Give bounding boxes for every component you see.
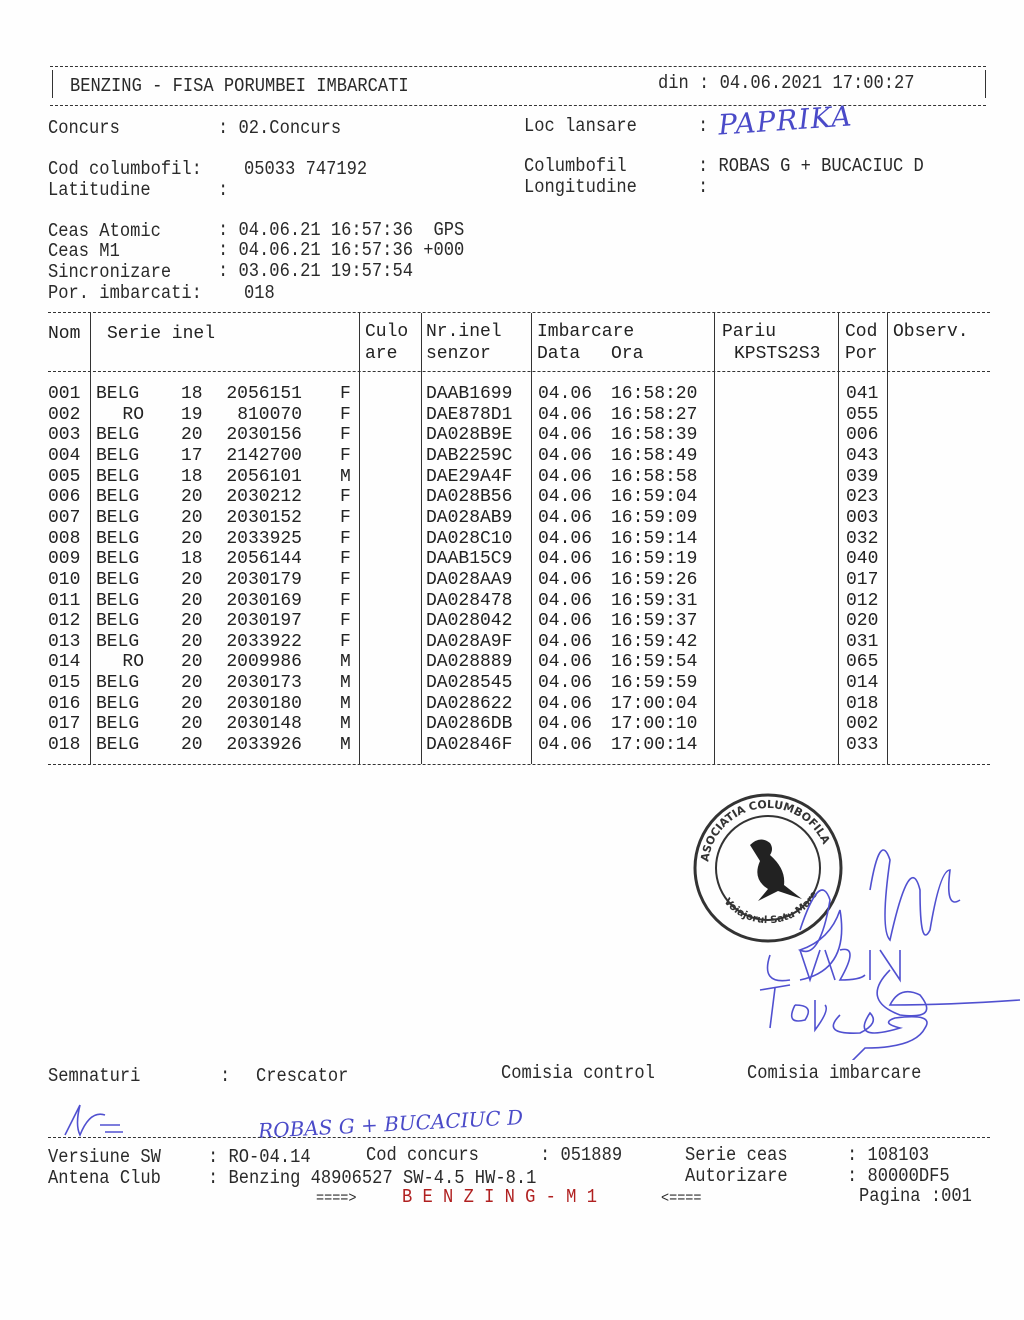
row-number: 014 <box>48 652 81 673</box>
sex: F <box>340 590 351 611</box>
ring-number: 2056101 <box>226 466 302 487</box>
concurs-label: Concurs <box>48 117 120 139</box>
country-code: BELG <box>96 611 140 632</box>
country-code: BELG <box>96 673 140 694</box>
sensor-ring: DAB2259C <box>426 445 513 466</box>
boarding-time: 17:00:04 <box>611 693 698 714</box>
versiune-sw-value: : RO-04.14 <box>208 1146 311 1168</box>
boarding-time: 17:00:14 <box>611 735 698 756</box>
pigeon-code: 018 <box>846 693 879 714</box>
brand-banner: B E N Z I N G - M 1 <box>402 1186 597 1208</box>
country-code: BELG <box>96 569 140 590</box>
sensor-ring: DAE29A4F <box>426 466 513 487</box>
sex: F <box>340 487 351 508</box>
boarding-date: 04.06 <box>538 590 593 611</box>
country-code: BELG <box>96 549 140 570</box>
sensor-ring: DA028B56 <box>426 487 513 508</box>
versiune-sw-label: Versiune SW <box>48 1146 161 1168</box>
boarding-time: 16:58:27 <box>611 404 698 425</box>
document-date: din : 04.06.2021 17:00:27 <box>658 72 915 94</box>
country-code: BELG <box>96 693 140 714</box>
table-bottom-border <box>48 764 990 765</box>
pigeon-code: 033 <box>846 735 879 756</box>
sensor-ring: DA028889 <box>426 652 513 673</box>
pigeon-code: 012 <box>846 590 879 611</box>
ring-year: 20 <box>181 693 203 714</box>
ceas-m1-value: : 04.06.21 16:57:36 +000 <box>218 239 465 261</box>
column-divider <box>359 313 360 764</box>
country-code: BELG <box>96 735 140 756</box>
country-code: BELG <box>96 425 140 446</box>
stamp-bottom-text: Voiajorul Satu Mare <box>721 889 821 927</box>
pigeon-code: 017 <box>846 569 879 590</box>
sensor-ring: DA028AB9 <box>426 507 513 528</box>
columbofil-label: Columbofil <box>524 155 627 177</box>
pigeon-code: 065 <box>846 652 879 673</box>
boarding-time: 16:59:42 <box>611 631 698 652</box>
column-divider <box>421 313 422 764</box>
country-code: BELG <box>96 466 140 487</box>
antena-club-label: Antena Club <box>48 1167 161 1189</box>
ring-year: 20 <box>181 569 203 590</box>
ring-year: 20 <box>181 631 203 652</box>
row-number: 015 <box>48 673 81 694</box>
row-number: 005 <box>48 466 81 487</box>
pigeon-code: 031 <box>846 631 879 652</box>
boarding-time: 16:59:26 <box>611 569 698 590</box>
boarding-date: 04.06 <box>538 445 593 466</box>
row-number: 007 <box>48 507 81 528</box>
ring-number: 2009986 <box>226 652 302 673</box>
column-divider <box>714 313 715 764</box>
boarding-date: 04.06 <box>538 528 593 549</box>
boarding-time: 16:59:19 <box>611 549 698 570</box>
ring-year: 17 <box>181 445 203 466</box>
row-number: 017 <box>48 714 81 735</box>
ring-number: 2030180 <box>226 693 302 714</box>
boarding-time: 16:59:14 <box>611 528 698 549</box>
boarding-date: 04.06 <box>538 569 593 590</box>
header-imbarcare: Imbarcare <box>537 322 635 342</box>
pigeon-code: 020 <box>846 611 879 632</box>
header-cod-1: Cod <box>845 322 878 342</box>
table-top-border <box>48 312 990 313</box>
sensor-ring: DA028545 <box>426 673 513 694</box>
stamp-top-text: ASOCIATIA COLUMBOFILA <box>698 797 833 863</box>
sensor-ring: DA0286DB <box>426 714 513 735</box>
cod-concurs-label: Cod concurs <box>366 1144 479 1166</box>
pigeon-code: 039 <box>846 466 879 487</box>
ring-number: 2030148 <box>226 714 302 735</box>
divider <box>985 70 986 98</box>
cod-concurs-value: : 051889 <box>540 1144 623 1166</box>
sex: F <box>340 507 351 528</box>
boarding-time: 16:58:49 <box>611 445 698 466</box>
sex: F <box>340 445 351 466</box>
sex: F <box>340 425 351 446</box>
country-code: BELG <box>96 631 140 652</box>
autorizare-label: Autorizare <box>685 1165 788 1187</box>
ring-number: 2030173 <box>226 673 302 694</box>
ring-year: 18 <box>181 466 203 487</box>
ring-year: 20 <box>181 528 203 549</box>
country-code: BELG <box>96 528 140 549</box>
semnaturi-label: Semnaturi <box>48 1065 141 1087</box>
boarding-date: 04.06 <box>538 631 593 652</box>
sex: F <box>340 404 351 425</box>
boarding-date: 04.06 <box>538 384 593 404</box>
boarding-date: 04.06 <box>538 466 593 487</box>
boarding-date: 04.06 <box>538 735 593 756</box>
sex: M <box>340 693 351 714</box>
sensor-ring: DAAB15C9 <box>426 549 513 570</box>
ring-year: 18 <box>181 384 203 404</box>
autorizare-value: : 80000DF5 <box>847 1165 950 1187</box>
boarding-time: 16:59:09 <box>611 507 698 528</box>
pigeon-code: 023 <box>846 487 879 508</box>
ring-number: 810070 <box>237 404 302 425</box>
row-number: 004 <box>48 445 81 466</box>
column-divider <box>838 313 839 764</box>
sex: M <box>340 735 351 756</box>
crescator-label: Crescator <box>256 1065 349 1087</box>
country-code: BELG <box>96 714 140 735</box>
ring-year: 20 <box>181 735 203 756</box>
sincronizare-value: : 03.06.21 19:57:54 <box>218 260 413 282</box>
ring-number: 2030169 <box>226 590 302 611</box>
columbofil-value: : ROBAS G + BUCACIUC D <box>698 155 924 177</box>
arrow-right: <==== <box>661 1190 702 1207</box>
sensor-ring: DA028C10 <box>426 528 513 549</box>
column-divider <box>887 313 888 764</box>
sincronizare-label: Sincronizare <box>48 261 172 283</box>
longitudine-label: Longitudine <box>524 176 637 198</box>
row-number: 012 <box>48 611 81 632</box>
sex: F <box>340 611 351 632</box>
sensor-ring: DA028622 <box>426 693 513 714</box>
country-code: RO <box>122 404 144 425</box>
pigeon-code: 032 <box>846 528 879 549</box>
sex: M <box>340 673 351 694</box>
header-pariu-2: KPSTS2S3 <box>734 344 821 364</box>
row-number: 002 <box>48 404 81 425</box>
header-culoare-2: are <box>365 344 398 364</box>
latitudine-label: Latitudine <box>48 179 151 201</box>
ring-number: 2030156 <box>226 425 302 446</box>
row-number: 001 <box>48 384 81 404</box>
header-nr-inel-1: Nr.inel <box>426 322 502 342</box>
pigeon-code: 002 <box>846 714 879 735</box>
ring-year: 20 <box>181 487 203 508</box>
antena-club-value: : Benzing 48906527 SW-4.5 HW-8.1 <box>208 1167 537 1189</box>
boarding-date: 04.06 <box>538 507 593 528</box>
sensor-ring: DA02846F <box>426 735 513 756</box>
longitudine-value: : <box>698 176 709 198</box>
sex: M <box>340 652 351 673</box>
ring-number: 2142700 <box>226 445 302 466</box>
sensor-ring: DA028A9F <box>426 631 513 652</box>
pigeon-code: 003 <box>846 507 879 528</box>
row-number: 016 <box>48 693 81 714</box>
ring-year: 20 <box>181 714 203 735</box>
sensor-ring: DAE878D1 <box>426 404 513 425</box>
header-observatii: Observ. <box>893 322 969 342</box>
ring-year: 19 <box>181 404 203 425</box>
sex: F <box>340 631 351 652</box>
arrow-left: ====> <box>316 1190 357 1207</box>
column-divider <box>90 313 91 764</box>
boarding-time: 16:59:54 <box>611 652 698 673</box>
boarding-date: 04.06 <box>538 652 593 673</box>
semnaturi-sep: : <box>220 1065 231 1087</box>
boarding-time: 16:59:04 <box>611 487 698 508</box>
sex: M <box>340 466 351 487</box>
pigeon-code: 043 <box>846 445 879 466</box>
row-number: 018 <box>48 735 81 756</box>
sex: F <box>340 569 351 590</box>
sex: F <box>340 384 351 404</box>
header-pariu-1: Pariu <box>722 322 777 342</box>
country-code: BELG <box>96 445 140 466</box>
header-serie-inel: Serie inel <box>107 324 216 344</box>
boarding-date: 04.06 <box>538 425 593 446</box>
sensor-ring: DAAB1699 <box>426 384 513 404</box>
serie-ceas-value: : 108103 <box>847 1144 930 1166</box>
comisia-imbarcare-label: Comisia imbarcare <box>747 1062 922 1084</box>
pigeon-code: 040 <box>846 549 879 570</box>
crescator-handwritten-name: ROBAS G + BUCACIUC D <box>257 1105 524 1143</box>
header-nr-inel-2: senzor <box>426 344 491 364</box>
por-imbarcati-label: Por. imbarcati: <box>48 282 202 304</box>
boarding-date: 04.06 <box>538 549 593 570</box>
ring-number: 2030179 <box>226 569 302 590</box>
ring-number: 2033926 <box>226 735 302 756</box>
cod-columbofil-value: 05033 747192 <box>244 158 368 180</box>
header-nom: Nom <box>48 324 81 344</box>
boarding-time: 16:59:59 <box>611 673 698 694</box>
row-number: 011 <box>48 590 81 611</box>
ceas-atomic-value: : 04.06.21 16:57:36 GPS <box>218 219 465 241</box>
loc-lansare-sep: : <box>698 115 709 137</box>
ring-year: 20 <box>181 507 203 528</box>
row-number: 008 <box>48 528 81 549</box>
ring-year: 20 <box>181 652 203 673</box>
sensor-ring: DA028042 <box>426 611 513 632</box>
pigeon-code: 006 <box>846 425 879 446</box>
header-culoare-1: Culo <box>365 322 409 342</box>
ceas-m1-label: Ceas M1 <box>48 240 120 262</box>
boarding-date: 04.06 <box>538 611 593 632</box>
ring-number: 2056151 <box>226 384 302 404</box>
cod-columbofil-label: Cod columbofil: <box>48 158 202 180</box>
country-code: BELG <box>96 384 140 404</box>
header-data: Data <box>537 344 581 364</box>
ring-number: 2030152 <box>226 507 302 528</box>
boarding-time: 16:58:58 <box>611 466 698 487</box>
boarding-time: 16:58:20 <box>611 384 698 404</box>
sex: M <box>340 714 351 735</box>
boarding-date: 04.06 <box>538 673 593 694</box>
ring-year: 20 <box>181 673 203 694</box>
divider <box>50 66 986 67</box>
comisia-control-label: Comisia control <box>501 1062 655 1084</box>
ring-number: 2033925 <box>226 528 302 549</box>
ring-number: 2030212 <box>226 487 302 508</box>
sensor-ring: DA028478 <box>426 590 513 611</box>
row-number: 006 <box>48 487 81 508</box>
divider <box>48 1137 990 1138</box>
boarding-time: 16:59:37 <box>611 611 698 632</box>
serie-ceas-label: Serie ceas <box>685 1144 788 1166</box>
row-number: 013 <box>48 631 81 652</box>
sex: F <box>340 528 351 549</box>
document-title: BENZING - FISA PORUMBEI IMBARCATI <box>70 75 409 97</box>
ring-number: 2033922 <box>226 631 302 652</box>
country-code: RO <box>122 652 144 673</box>
divider <box>52 70 53 98</box>
handwritten-signatures <box>740 810 1024 1060</box>
boarding-date: 04.06 <box>538 487 593 508</box>
boarding-date: 04.06 <box>538 404 593 425</box>
loc-lansare-handwritten: PAPRIKA <box>717 99 854 142</box>
sensor-ring: DA028AA9 <box>426 569 513 590</box>
header-cod-2: Por <box>845 344 878 364</box>
sex: F <box>340 549 351 570</box>
sensor-ring: DA028B9E <box>426 425 513 446</box>
ring-year: 20 <box>181 425 203 446</box>
page-number: Pagina :001 <box>859 1185 972 1207</box>
header-ora: Ora <box>611 344 644 364</box>
boarding-time: 16:58:39 <box>611 425 698 446</box>
ring-number: 2056144 <box>226 549 302 570</box>
crescator-signature <box>55 1100 135 1140</box>
por-imbarcati-value: 018 <box>244 282 275 304</box>
ring-number: 2030197 <box>226 611 302 632</box>
ring-year: 20 <box>181 590 203 611</box>
boarding-date: 04.06 <box>538 714 593 735</box>
boarding-time: 17:00:10 <box>611 714 698 735</box>
latitudine-value: : <box>218 179 229 201</box>
pigeon-code: 014 <box>846 673 879 694</box>
row-number: 003 <box>48 425 81 446</box>
country-code: BELG <box>96 487 140 508</box>
ring-year: 20 <box>181 611 203 632</box>
row-number: 009 <box>48 549 81 570</box>
boarding-date: 04.06 <box>538 693 593 714</box>
loc-lansare-label: Loc lansare <box>524 115 637 137</box>
table-header-border <box>48 371 990 372</box>
country-code: BELG <box>96 590 140 611</box>
ring-year: 18 <box>181 549 203 570</box>
row-number: 010 <box>48 569 81 590</box>
pigeon-code: 041 <box>846 384 879 404</box>
concurs-value: : 02.Concurs <box>218 117 342 139</box>
pigeon-code: 055 <box>846 404 879 425</box>
column-divider <box>531 313 532 764</box>
boarding-time: 16:59:31 <box>611 590 698 611</box>
ceas-atomic-label: Ceas Atomic <box>48 220 161 242</box>
country-code: BELG <box>96 507 140 528</box>
